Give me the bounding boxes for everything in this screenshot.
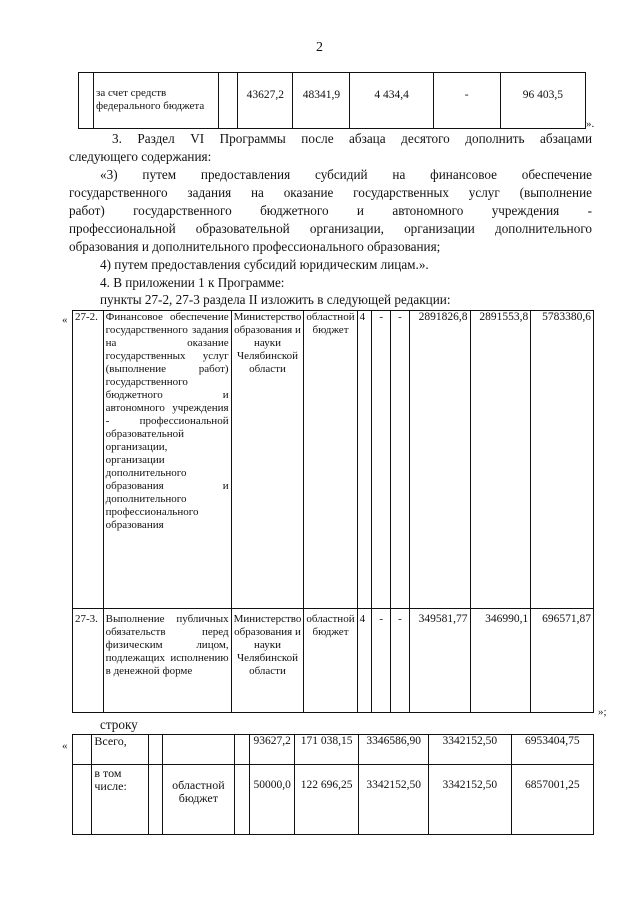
- quote-line2: государственного задания на оказание государственных услуг (выполнение: [69, 185, 592, 200]
- row-value1: 2891826,8: [409, 311, 470, 609]
- top-table-v5: 96 403,5: [500, 73, 585, 129]
- row-executor: Министерство образования и науки Челябинской области: [231, 609, 304, 713]
- row-source: областной бюджет: [304, 311, 357, 609]
- row-source: областной бюджет: [304, 609, 357, 713]
- totals-v4: 3342152,50: [429, 735, 511, 765]
- table-row: [73, 311, 594, 609]
- subtotal-v4: 3342152,50: [429, 765, 511, 835]
- totals-table: [72, 734, 594, 835]
- table2-close-mark: »;: [598, 706, 607, 718]
- table2-open-quote: «: [62, 314, 68, 326]
- top-table-v3: 4 434,4: [350, 73, 433, 129]
- top-table-v4: -: [433, 73, 500, 129]
- row-dash2: -: [391, 311, 410, 609]
- totals-label: Всего,: [92, 735, 149, 765]
- para-4-sub: пункты 27-2, 27-3 раздела II изложить в следующей редакции:: [100, 292, 451, 307]
- row-dash2: -: [391, 609, 410, 713]
- para-4: 4. В приложении 1 к Программе:: [100, 275, 285, 290]
- table3-open-quote: «: [62, 740, 68, 752]
- top-table-v2: 48341,9: [293, 73, 350, 129]
- totals-v2: 171 038,15: [295, 735, 359, 765]
- table-row: [73, 735, 594, 765]
- top-table-label: за счет средств федерального бюджета: [94, 73, 219, 129]
- stroku-label: строку: [100, 717, 138, 732]
- para-3-line1: 3. Раздел VI Программы после абзаца десятого дополнить абзацами: [112, 131, 592, 146]
- quote-line1: «3) путем предоставления субсидий на финансовое обеспечение: [100, 167, 592, 182]
- row-description: Выполнение публичных обязательств перед физическим лицом, подлежащих исполнению в денежной форме: [103, 609, 231, 713]
- totals-v1: 93627,2: [250, 735, 295, 765]
- row-value3: 696571,87: [531, 609, 594, 713]
- subtotal-v1: 50000,0: [250, 765, 295, 835]
- row-value2: 346990,1: [470, 609, 531, 713]
- row-number: 27-3.: [73, 609, 104, 713]
- row-value1: 349581,77: [409, 609, 470, 713]
- row-code: 4: [357, 609, 372, 713]
- subtotal-v2: 122 696,25: [295, 765, 359, 835]
- page-number: 2: [316, 40, 323, 55]
- quote-line4: профессиональной образовательной организации, организации дополнительного: [69, 221, 592, 236]
- top-table-closing: ».: [586, 118, 595, 130]
- table-row: [73, 765, 594, 835]
- row-dash1: -: [372, 311, 391, 609]
- row-value3: 5783380,6: [531, 311, 594, 609]
- items-table: [72, 310, 594, 713]
- quote-line3: работ) государственного бюджетного и автономного учреждения -: [69, 203, 592, 218]
- row-description: Финансовое обеспечение государственного задания на оказание государственных услуг (выполнение работ) государственного бюджетного и автономного учреждения - профессиональной образовательной организации, организации дополнительного образования и дополнительного профессионального образования: [103, 311, 231, 609]
- totals-v3: 3346586,90: [359, 735, 429, 765]
- totals-v5: 6953404,75: [511, 735, 593, 765]
- row-value2: 2891553,8: [470, 311, 531, 609]
- subtotal-source: областной бюджет: [163, 765, 234, 835]
- para-3-line2: следующего содержания:: [69, 149, 212, 164]
- quote-2: 4) путем предоставления субсидий юридическим лицам.».: [100, 257, 429, 272]
- subtotal-v3: 3342152,50: [359, 765, 429, 835]
- row-dash1: -: [372, 609, 391, 713]
- row-code: 4: [357, 311, 372, 609]
- table-row: [73, 609, 594, 713]
- subtotal-label: в том числе:: [92, 765, 149, 835]
- row-number: 27-2.: [73, 311, 104, 609]
- row-executor: Министерство образования и науки Челябинской области: [231, 311, 304, 609]
- subtotal-v5: 6857001,25: [511, 765, 593, 835]
- top-table: [78, 72, 586, 129]
- quote-line5: образования и дополнительного профессионального образования;: [69, 239, 441, 254]
- top-table-v1: 43627,2: [238, 73, 293, 129]
